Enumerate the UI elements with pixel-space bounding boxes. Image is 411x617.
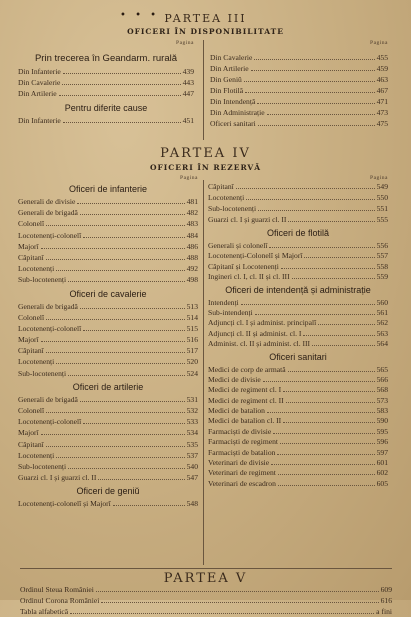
dot-leader [312, 338, 375, 346]
dot-leader [83, 323, 184, 331]
dot-leader [255, 307, 375, 315]
page-number: 559 [376, 272, 388, 282]
entry-label: Generali de brigadă [18, 394, 78, 404]
page-number: 443 [182, 78, 194, 87]
entry-label: Generali de brigadă [18, 301, 78, 311]
page-number: 517 [186, 346, 198, 356]
toc-entry [18, 472, 198, 483]
dot-leader [269, 240, 374, 248]
toc-entry [208, 297, 388, 307]
section-heading: Oficeri de flotilă [266, 228, 330, 238]
dot-leader [318, 317, 374, 325]
dot-leader [278, 467, 375, 475]
toc-entry [208, 478, 388, 488]
entry-label: Sub-intendenți [208, 307, 253, 317]
page-number: 595 [376, 426, 388, 436]
page-number: 520 [186, 357, 198, 367]
toc-entry [210, 107, 388, 118]
page-number: 451 [182, 116, 194, 125]
page-number: 524 [186, 368, 198, 378]
entry-label: Căpitanĭ [18, 439, 44, 449]
page-number: 467 [376, 86, 388, 95]
page-number: 565 [376, 364, 388, 374]
toc-entry [18, 77, 194, 88]
toc-entry [18, 274, 198, 285]
toc-entry [18, 450, 198, 461]
entry-label: Medici de batalion [208, 406, 265, 416]
page-number: 447 [182, 89, 194, 98]
toc-entry [208, 364, 388, 374]
toc-entry [208, 261, 388, 271]
page-number: 562 [376, 318, 388, 328]
toc-entry [208, 395, 388, 405]
page-number: 561 [376, 307, 388, 317]
dot-leader [68, 461, 185, 469]
toc-entry [18, 356, 198, 367]
toc-entry [210, 96, 388, 107]
toc-entry [18, 301, 198, 312]
entry-label: Tabla alfabetică [20, 607, 69, 616]
toc-entry [208, 307, 388, 317]
page-number: 513 [186, 301, 198, 311]
entry-label: Căpitanĭ [18, 346, 44, 356]
dot-leader [288, 214, 374, 222]
toc-entry [208, 240, 388, 250]
entry-label: Din Administrație [210, 108, 265, 117]
page-number: 550 [376, 193, 388, 202]
page-number: 475 [376, 119, 388, 128]
page-number: 483 [186, 219, 198, 229]
toc-entry [18, 405, 198, 416]
page-number: 573 [376, 395, 388, 405]
entry-label: Medici de corp de armată [208, 364, 286, 374]
toc-entry [208, 405, 388, 415]
entry-label: Din Cavalerie [18, 78, 61, 87]
dot-leader [101, 595, 378, 603]
entry-label: Adjuncți cl. I și administ. principalĭ [208, 318, 317, 328]
page-number: 602 [376, 468, 388, 478]
column-divider [203, 40, 204, 140]
partea-iii-left-column [18, 40, 194, 126]
toc-entry [208, 467, 388, 477]
toc-entry [210, 52, 388, 63]
toc-entry [20, 595, 392, 606]
section-heading: Oficeri de intendență și administrație [225, 284, 371, 295]
pagina-header: Pagina [370, 175, 388, 181]
toc-entry [210, 85, 388, 96]
entry-label: Locotenenți [18, 450, 55, 460]
page-number: 534 [186, 428, 198, 438]
entry-label: Din Artilerie [18, 89, 57, 98]
toc-entry [210, 74, 388, 85]
toc-entry [18, 252, 198, 263]
page-number: 455 [376, 53, 388, 62]
partea-iii-right-column [210, 40, 388, 129]
toc-entry [18, 312, 198, 323]
dot-leader [83, 230, 184, 238]
dot-leader [46, 345, 185, 353]
partea-iii-title: PARTEA III [164, 12, 247, 25]
dot-leader [271, 457, 374, 465]
dot-leader [303, 328, 374, 336]
pagina-header: Pagina [370, 40, 388, 46]
toc-entry [18, 368, 198, 379]
toc-entry [18, 427, 198, 438]
dot-leader [283, 415, 374, 423]
dot-leader [277, 447, 374, 455]
entry-label: Din Infanterie [18, 116, 61, 125]
entry-label: Colonelĭ [18, 219, 45, 229]
entry-label: Medici de batalion cl. II [208, 416, 282, 426]
dot-leader [41, 427, 185, 435]
section-heading: Oficeri de infanterie [68, 184, 148, 194]
dot-leader [113, 498, 185, 506]
toc-entry [210, 118, 388, 129]
dot-leader [257, 96, 374, 104]
toc-entry [18, 207, 198, 218]
dot-leader [288, 364, 375, 372]
toc-entry [18, 345, 198, 356]
dot-leader [46, 218, 184, 226]
dot-leader [68, 274, 185, 282]
dot-leader [246, 192, 374, 200]
section-heading: Pentru diferite cause [64, 103, 148, 113]
dot-leader [245, 85, 374, 93]
dot-leader [258, 118, 375, 126]
toc-entry [208, 250, 388, 260]
entry-label: Generali de divisie [18, 197, 76, 206]
toc-entry [18, 66, 194, 77]
dot-leader [56, 263, 184, 271]
page-number: 548 [186, 499, 198, 509]
partea-iv-left-column [18, 175, 198, 510]
toc-entry [18, 439, 198, 450]
decorative-dots: • • • [120, 10, 160, 21]
page-number: 531 [186, 394, 198, 404]
entry-label: Din Artilerie [210, 64, 249, 73]
dot-leader [286, 395, 375, 403]
entry-label: Medici de divisie [208, 374, 261, 384]
entry-label: Ordinul Steua României [20, 585, 94, 594]
toc-entry [208, 436, 388, 446]
entry-label: Din Intendență [210, 97, 256, 106]
dot-leader [244, 74, 375, 82]
page-number: 463 [376, 75, 388, 84]
toc-entry [18, 88, 194, 99]
dot-leader [283, 384, 374, 392]
toc-entry [208, 338, 388, 348]
toc-entry [18, 241, 198, 252]
page-number: 560 [376, 297, 388, 307]
toc-entry [208, 317, 388, 327]
dot-leader [281, 261, 375, 269]
entry-label: Adjuncți cl. II și administ. cl. I [208, 328, 302, 338]
page-number: 540 [186, 461, 198, 471]
toc-entry [18, 461, 198, 472]
entry-label: Veterinari de regiment [208, 468, 276, 478]
entry-label: Administ. cl. II și administ. cl. III [208, 339, 311, 349]
entry-label: Farmaciști de divisie [208, 426, 272, 436]
dot-leader [80, 394, 185, 402]
page-number: 568 [376, 385, 388, 395]
partea-v-title: PARTEA V [163, 571, 248, 586]
entry-label: Ordinul Corona României [20, 596, 100, 605]
page-number: 605 [376, 478, 388, 488]
entry-label: Locotenenți-colonelĭ [18, 323, 82, 333]
toc-entry [208, 457, 388, 467]
page-number: 459 [376, 64, 388, 73]
page-number: 590 [376, 416, 388, 426]
page-number: 516 [186, 335, 198, 345]
dot-leader [278, 478, 375, 486]
entry-label: Locotenenți [18, 357, 55, 367]
partea-iv-title: PARTEA IV [160, 146, 251, 161]
toc-entry [208, 384, 388, 394]
page-number: 555 [376, 215, 388, 224]
entry-label: Locotenenți-Colonelĭ și Majorĭ [208, 251, 303, 261]
toc-entry [18, 416, 198, 427]
page-number: 563 [376, 328, 388, 338]
toc-entry [208, 328, 388, 338]
page-number: 547 [186, 473, 198, 483]
entry-label: Guarzi cl. I și guarzi cl. II [18, 473, 97, 483]
dot-leader [80, 301, 185, 309]
dot-leader [46, 312, 184, 320]
dot-leader [241, 297, 375, 305]
toc-entry [210, 63, 388, 74]
page-number: 488 [186, 252, 198, 262]
dot-leader [280, 436, 375, 444]
toc-entry [208, 192, 388, 203]
dot-leader [258, 203, 375, 211]
page-number: 564 [376, 339, 388, 349]
dot-leader [62, 77, 180, 85]
entry-label: Din Infanterie [18, 67, 61, 76]
section-rule [20, 568, 392, 569]
partea-iv-subtitle: OFICERI ÎN REZERVĂ [149, 163, 262, 172]
page-number: 596 [376, 437, 388, 447]
toc-entry [20, 606, 392, 617]
section-heading: Prin trecerea în Geandarm. rurală [34, 53, 178, 64]
dot-leader [304, 250, 374, 258]
pagina-header: Pagina [180, 175, 198, 181]
pagina-header: Pagina [176, 40, 194, 46]
page-number: 558 [376, 261, 388, 271]
dot-leader [98, 472, 184, 480]
dot-leader [46, 405, 184, 413]
page-number: 537 [186, 450, 198, 460]
entry-label: Generali de brigadă [18, 208, 78, 218]
toc-entry [18, 218, 198, 229]
column-divider [203, 180, 204, 565]
partea-iv-right-column [208, 175, 388, 488]
dot-leader [251, 63, 375, 71]
entry-label: Locotenenți [18, 264, 55, 274]
toc-entry [18, 323, 198, 334]
page-number: 556 [376, 241, 388, 250]
toc-entry [208, 374, 388, 384]
page-number: 486 [186, 241, 198, 251]
entry-label: Sub-locotenenți [18, 368, 67, 378]
toc-entry [208, 181, 388, 192]
dot-leader [236, 181, 375, 189]
entry-label: Medici de regiment cl. II [208, 395, 284, 405]
toc-entry [18, 394, 198, 405]
toc-entry [18, 196, 198, 207]
entry-label: Locotenenți-colonelĭ și Majorĭ [18, 499, 111, 509]
entry-label: Din Geniŭ [210, 75, 242, 84]
entry-label: Majorĭ [18, 335, 39, 345]
toc-entry [20, 584, 392, 595]
dot-leader [80, 207, 185, 215]
page-number: 484 [186, 230, 198, 240]
entry-label: Colonelĭ [18, 406, 45, 415]
page-number: 601 [376, 458, 388, 468]
entry-label: Căpitanĭ [208, 182, 234, 191]
entry-label: Din Cavalerie [210, 53, 253, 62]
entry-label: Locotenenți-colonelĭ [18, 417, 82, 427]
entry-label: Farmaciști de batalion [208, 447, 276, 457]
entry-label: Intendenți [208, 297, 239, 307]
toc-entry [18, 230, 198, 241]
dot-leader [41, 334, 185, 342]
entry-label: Căpitanĭ [18, 252, 44, 262]
dot-leader [77, 196, 184, 204]
entry-label: Sub-locotenenți [18, 275, 67, 285]
toc-entry [208, 426, 388, 436]
partea-iii-subtitle: OFICERI ÎN DISPONIBILITATE [127, 27, 284, 36]
dot-leader [70, 606, 374, 614]
entry-label: Din Flotilă [210, 86, 244, 95]
entry-label: Locotenenți-colonelĭ [18, 230, 82, 240]
entry-label: Veterinari de escadron [208, 478, 276, 488]
dot-leader [46, 252, 185, 260]
page-number: 492 [186, 264, 198, 274]
dot-leader [273, 426, 374, 434]
section-heading: Oficeri de artilerie [72, 381, 144, 392]
toc-entry [18, 498, 198, 509]
page-number: 583 [376, 406, 388, 416]
dot-leader [267, 405, 375, 413]
dot-leader [68, 368, 185, 376]
dot-leader [292, 271, 375, 279]
toc-entry [208, 447, 388, 457]
page-number: 566 [376, 374, 388, 384]
section-heading: Oficeri de geniŭ [76, 486, 140, 497]
entry-label: Majorĭ [18, 428, 39, 438]
toc-entry [208, 415, 388, 425]
entry-label: Veterinari de divisie [208, 458, 270, 468]
toc-entry [208, 203, 388, 214]
dot-leader [41, 241, 185, 249]
entry-label: Locotenenți [208, 193, 245, 202]
page-number: 609 [380, 585, 392, 594]
page-number: 514 [186, 312, 198, 322]
dot-leader [254, 52, 374, 60]
entry-label: Generali și colonelĭ [208, 241, 268, 250]
section-heading: Oficeri sanitari [269, 351, 327, 362]
dot-leader [63, 115, 181, 123]
entry-label: Sub-locotenenți [208, 204, 257, 213]
page-number: 439 [182, 67, 194, 76]
entry-label: Medici de regiment cl. I [208, 385, 282, 395]
dot-leader [59, 88, 181, 96]
toc-entry [18, 115, 194, 126]
page-number: 532 [186, 406, 198, 415]
dot-leader [46, 439, 185, 447]
page-number: 471 [376, 97, 388, 106]
page-number: 551 [376, 204, 388, 213]
dot-leader [56, 356, 184, 364]
page-number: 557 [376, 251, 388, 261]
page-number: 498 [186, 275, 198, 285]
page-number: 481 [186, 197, 198, 206]
dot-leader [96, 584, 379, 592]
toc-entry [208, 271, 388, 281]
entry-label: Căpitanĭ și Locotenenți [208, 261, 279, 271]
entry-label: Majorĭ [18, 241, 39, 251]
dot-leader [83, 416, 184, 424]
dot-leader [267, 107, 375, 115]
entry-label: Farmaciști de regiment [208, 437, 279, 447]
entry-label: Oficeri sanitari [210, 119, 256, 128]
entry-label: Sub-locotenenți [18, 461, 67, 471]
page-number: 549 [376, 182, 388, 191]
entry-label: Guarzi cl. I și guarzi cl. II [208, 215, 287, 224]
page-number: 515 [186, 323, 198, 333]
toc-entry [18, 334, 198, 345]
page-number: a fini [376, 607, 392, 616]
page-number: 597 [376, 447, 388, 457]
dot-leader [263, 374, 375, 382]
entry-label: Colonelĭ [18, 312, 45, 322]
page-number: 535 [186, 439, 198, 449]
page-number: 616 [380, 596, 392, 605]
dot-leader [63, 66, 181, 74]
toc-entry [208, 214, 388, 225]
dot-leader [56, 450, 184, 458]
section-heading: Oficeri de cavalerie [69, 288, 147, 299]
entry-label: Ingineri cl. I, cl. II și cl. III [208, 272, 290, 282]
toc-entry [18, 263, 198, 274]
page-number: 473 [376, 108, 388, 117]
page-number: 533 [186, 417, 198, 427]
page-number: 482 [186, 208, 198, 218]
